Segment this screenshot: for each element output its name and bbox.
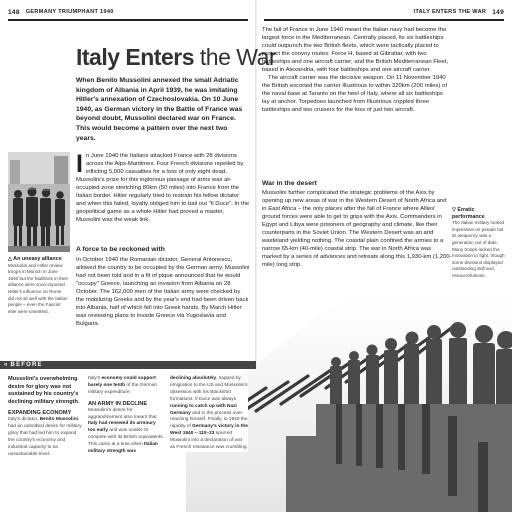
left-body-para-1 xyxy=(76,152,250,224)
right-subhead: War in the desert xyxy=(262,180,317,187)
chevrons-left-icon: « xyxy=(4,362,9,368)
before-col2-text-e: Italy had renewed its armoury too early xyxy=(88,421,156,434)
right-body-para-2: The aircraft carrier was the decisive weapon. On 11 November 1940 the British escorted the carrier Illustrious to within 320km (200 miles) of the naval base at Taranto on the heel of Italy, where all six battleships lay at anchor. Torpedoes launched from Illustrious crippled three battleships and two cruisers for the loss of just two aircraft. xyxy=(262,75,447,113)
right-running-title: ITALY ENTERS THE WAR xyxy=(413,9,487,15)
erratic-caption-text: The Italian military looked impressive on parade but its weaponry was a generation out of date. Many troops lacked the motivation to fight, though some divisions displayed outstanding skill and resourcefulness. xyxy=(452,220,505,278)
before-label-text: BEFORE xyxy=(10,362,43,368)
before-col2-text-c: of the German military expenditure. xyxy=(88,382,158,395)
left-running-title: GERMANY TRIUMPHANT 1940 xyxy=(25,9,114,15)
erratic-caption-title xyxy=(452,207,506,220)
before-col1-text-c: , had an unbridled desire for military glory that had led him to expand the country's economy and industrial capacity to an unsustainable level. xyxy=(8,417,82,457)
before-col2-text-b: economy could support barely one tenth xyxy=(88,376,156,388)
article-intro: When Benito Mussolini annexed the small Adriatic kingdom of Albania in April 1939, he was imitating Hitler's annexation of Czechoslovakia. On 10 June 1940, as German victory in the Battle of France was beyond doubt, Mussolini declared war on France. This would become a pattern over the next two years. xyxy=(76,77,243,142)
alliance-caption-title-text: An uneasy alliance xyxy=(13,256,62,262)
before-column-2 xyxy=(88,376,164,456)
right-body-para-3: Mussolini further complicated the strategic problems of the Axis by opening up new areas of war in the Western Desert of North Africa and in East Africa – the only places after the fall of France where Allies' ground forces were able to get to grips with the Axis. Commanders in Egypt and Libya were prisoners of geography and climate, like their counterparts in the Soviet Union. The Western Desert was an arid wasteland yielding nothing. The coastal plain confined the armies to a narrow 65-km (40-mile) coastal strip. The war in North Africa was marked by a series of advances and retreats along this 1,930-km (1,200-mile) long strip. xyxy=(262,190,452,268)
erratic-caption-title-text: Erratic performance xyxy=(452,207,485,220)
right-running-header xyxy=(414,6,504,18)
before-col2-text-a: Italy's xyxy=(88,376,102,381)
before-heading-army: AN ARMY IN DECLINE xyxy=(88,400,148,407)
alliance-caption-title xyxy=(8,256,68,263)
left-page-number: 148 xyxy=(8,8,20,16)
right-body-column xyxy=(262,26,450,114)
alliance-caption xyxy=(8,256,68,315)
left-subhead: A force to be reckoned with xyxy=(76,246,165,253)
triangle-up-icon: △ xyxy=(8,256,12,262)
before-col1-text-a: Italy's dictator, xyxy=(8,417,40,423)
alliance-photo-drawing xyxy=(8,152,70,252)
before-col2-text-f: and was unable to compete with its British equivalents. This came at a time when xyxy=(88,428,164,448)
right-body-para-1: The fall of France in June 1940 meant the Italian navy had become the largest force in the Mediterranean. Centrally placed, its six battleships could outpunch the two British fleets, which were tactically placed to protect the convoy routes: Force H, based at Gibraltar, with two battleships and one aircraft carrier; and the British Mediterranean Fleet, based in Alexandria, with four battleships and one aircraft carrier. xyxy=(262,27,448,73)
left-body-column xyxy=(76,152,250,224)
before-column-3 xyxy=(170,376,248,452)
before-heading-economy: EXPANDING ECONOMY xyxy=(8,410,72,417)
before-col1-text-b: Benito Mussolini xyxy=(39,417,78,423)
article-title xyxy=(76,44,276,71)
triangle-down-icon: ▽ xyxy=(452,207,456,213)
before-col3-text-d: and in the process over-reaching himself. Finally, in 1940 the rapidity of xyxy=(170,410,248,430)
before-col3-text-b: , sapped by emigration to the US and Mussolini's obsession with his Blackshirt formations. If Duce was always xyxy=(170,376,248,402)
before-label xyxy=(4,361,43,369)
before-col3-text-g: 1940 – 110–23 xyxy=(182,431,215,437)
erratic-caption xyxy=(452,207,506,280)
alliance-caption-text: Mussolini and Hitler review troops in Munich in June 1940 but the faultlines in their alliance were soon exposed. Hitler's influence on Rome did not sit well with the Italian people – even the Fascist elite were unsettled. xyxy=(8,262,69,314)
right-page-number: 149 xyxy=(492,8,504,16)
before-col3-text-h: spurred Mussolini into a declaration of war as French resistance was crumbling. xyxy=(170,431,248,451)
article-title-bold: Italy Enters xyxy=(76,44,194,70)
right-body-column-2 xyxy=(262,189,452,269)
before-lead: Mussolini's overwhelming desire for glory was not sustained by his country's declining military strength. xyxy=(8,376,80,405)
left-header-rule xyxy=(8,19,248,21)
drop-cap: I xyxy=(76,150,83,178)
left-body-para-2: In October 1940 the Romanian dictator, General Antonescu, allowed the country to be occupied by the German army. Mussolini had not been told and in a fit of pique announced that he would "occupy" Greece, launching an invasion from Albania on 28 October. The 162,000 men of the Italian army were checked by the mobilizing Greeks and by the year's end had been driven back into Albania, half of which fell into Greek hands. By March Hitler was reviewing plans to invade Greece via Yugoslavia and Bulgaria. xyxy=(76,257,250,327)
article-title-light: the War xyxy=(199,44,277,70)
before-col3-text-a: declining absolutely xyxy=(170,376,217,381)
right-header-rule xyxy=(264,19,504,21)
before-col2-text-g: Italian military strength was xyxy=(88,442,158,455)
before-col2-text-d: Mussolini's desire for aggrandizement also meant that xyxy=(88,407,157,420)
before-col3-text-c: running to catch up with Nazi Germany xyxy=(170,403,237,416)
before-col3-text-e: Germany's victory in the West xyxy=(170,424,248,437)
alliance-photo xyxy=(8,152,70,252)
before-column-1 xyxy=(8,376,84,459)
left-body-para-1-text: n June 1940 the Italians attacked France with 28 divisions across the Alps-Maritimes. Four French divisions repelled by inflicting 5,000 casualties for a loss of only eight dead. Mussolini's prize for this inglorious passage of arms was an occupied zone stretching 80km (50 miles) into France from the Italian border. Hitler regularly tried to restrain his fellow dictator and when this failed, loyalty obliged him to bail out "Il Duce". In the geopolitical game as a whole Hitler had proved a master, Mussolini was the weak link. xyxy=(76,153,250,223)
left-running-header xyxy=(8,6,114,18)
